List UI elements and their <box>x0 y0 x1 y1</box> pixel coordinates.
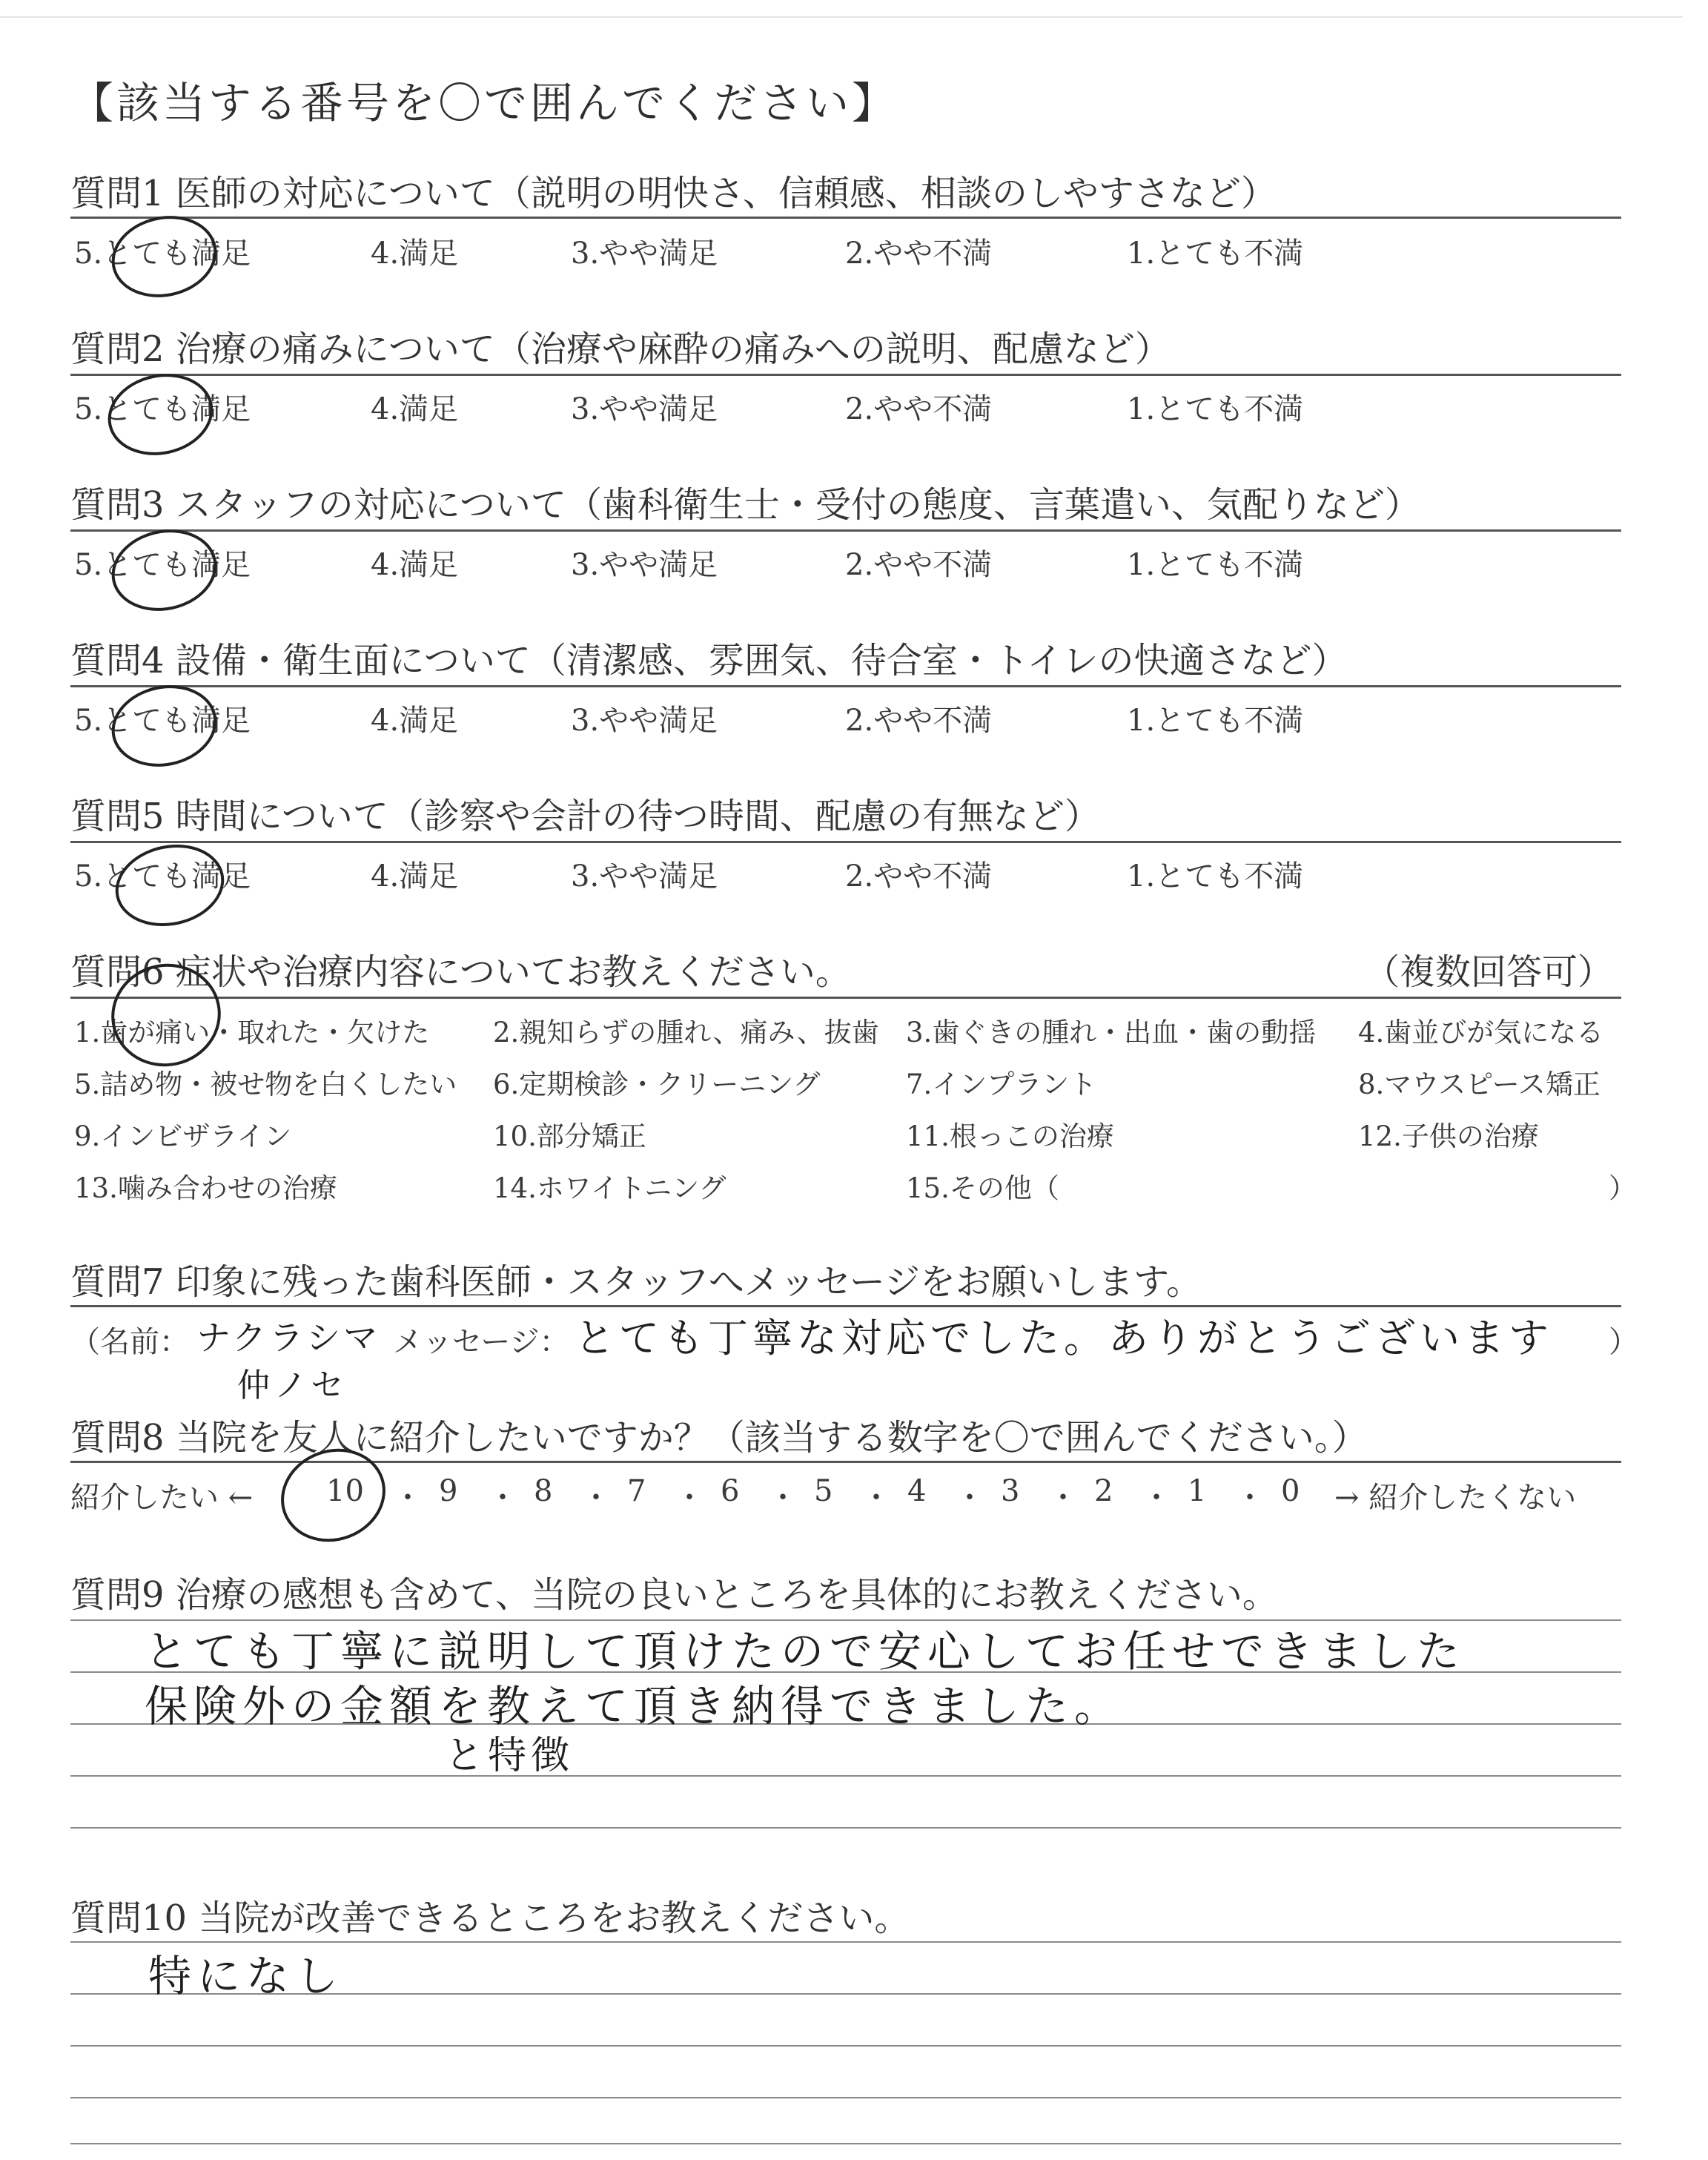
q6-option-2[interactable]: 2.親知らずの腫れ、痛み、抜歯 <box>493 1017 879 1048</box>
q8-scale-dot: ・ <box>955 1481 984 1515</box>
q8-scale-dot: ・ <box>675 1481 704 1515</box>
q9-answer-line-1[interactable]: とても丁寧に説明して頂けたので安心してお任せできました <box>145 1626 1466 1677</box>
q3-option-2[interactable]: 2.やや不満 <box>845 548 993 582</box>
q9-rule-5 <box>70 1827 1621 1829</box>
q8-scale-dot: ・ <box>581 1481 611 1515</box>
q1-title: 質問1 医師の対応について（説明の明快さ、信頼感、相談のしやすさなど） <box>70 173 1277 214</box>
q8-scale-1[interactable]: 1 <box>1188 1474 1207 1508</box>
q7-message-value[interactable]: とても丁寧な対応でした。ありがとうございます <box>575 1315 1553 1361</box>
q8-scale-dot: ・ <box>1142 1481 1171 1515</box>
q6-option-9[interactable]: 9.インビザライン <box>74 1120 292 1152</box>
q6-note: （複数回答可） <box>1364 951 1614 993</box>
q1-option-3[interactable]: 3.やや満足 <box>571 237 718 271</box>
q10-rule-3 <box>70 2045 1621 2047</box>
q5-option-5[interactable]: 5.とても満足 <box>74 859 251 894</box>
q6-option-12[interactable]: 12.子供の治療 <box>1358 1120 1539 1152</box>
q10-rule-5 <box>70 2143 1621 2144</box>
q5-rule <box>70 841 1621 843</box>
q4-option-1[interactable]: 1.とても不満 <box>1127 704 1304 738</box>
q8-left-label: 紹介したい ← <box>70 1481 254 1515</box>
q6-option-15-close: ） <box>1609 1172 1636 1204</box>
q3-option-5[interactable]: 5.とても満足 <box>74 548 251 582</box>
q6-title: 質問6 症状や治療内容についてお教えください。 <box>70 951 851 993</box>
q6-option-14[interactable]: 14.ホワイトニング <box>493 1172 726 1204</box>
q8-scale-3[interactable]: 3 <box>1001 1474 1020 1508</box>
q8-scale-10[interactable]: 10 <box>326 1474 364 1508</box>
q3-selection-circle <box>104 520 224 620</box>
q8-scale-9[interactable]: 9 <box>439 1474 458 1508</box>
q6-option-5[interactable]: 5.詰め物・被せ物を白くしたい <box>74 1069 457 1100</box>
q6-option-15[interactable]: 15.その他（ <box>906 1172 1059 1204</box>
q10-rule-4 <box>70 2097 1621 2098</box>
q2-option-2[interactable]: 2.やや不満 <box>845 392 993 426</box>
q9-rule-4 <box>70 1775 1621 1777</box>
q1-option-5[interactable]: 5.とても満足 <box>74 237 251 271</box>
q2-option-5[interactable]: 5.とても満足 <box>74 392 251 426</box>
q6-option-11[interactable]: 11.根っこの治療 <box>906 1120 1114 1152</box>
q5-option-2[interactable]: 2.やや不満 <box>845 859 993 894</box>
q8-scale-0[interactable]: 0 <box>1281 1474 1300 1508</box>
q10-title: 質問10 当院が改善できるところをお教えください。 <box>70 1898 910 1939</box>
q2-title: 質問2 治療の痛みについて（治療や麻酔の痛みへの説明、配慮など） <box>70 328 1171 370</box>
q8-scale-dot: ・ <box>861 1481 891 1515</box>
q8-scale-4[interactable]: 4 <box>907 1474 927 1508</box>
q1-option-1[interactable]: 1.とても不満 <box>1127 237 1304 271</box>
q3-title: 質問3 スタッフの対応について（歯科衛生士・受付の態度、言葉遣い、気配りなど） <box>70 484 1420 526</box>
q1-selection-circle <box>104 206 224 306</box>
q6-option-8[interactable]: 8.マウスピース矯正 <box>1358 1069 1601 1100</box>
q4-option-3[interactable]: 3.やや満足 <box>571 704 718 738</box>
form-header: 【該当する番号を〇で囲んでください】 <box>70 78 898 128</box>
q8-scale-dot: ・ <box>768 1481 798 1515</box>
q8-scale-6[interactable]: 6 <box>721 1474 740 1508</box>
scan-edge <box>0 16 1683 18</box>
q2-option-4[interactable]: 4.満足 <box>371 392 459 426</box>
q5-option-3[interactable]: 3.やや満足 <box>571 859 718 894</box>
q7-name-value-second[interactable]: 仲ノセ <box>237 1367 348 1404</box>
q5-selection-circle <box>107 835 231 936</box>
q4-option-5[interactable]: 5.とても満足 <box>74 704 251 738</box>
q7-close-paren: ） <box>1609 1325 1638 1359</box>
q6-option-13[interactable]: 13.噛み合わせの治療 <box>74 1172 337 1204</box>
q2-selection-circle <box>100 364 220 464</box>
q8-scale-7[interactable]: 7 <box>627 1474 646 1508</box>
q3-option-3[interactable]: 3.やや満足 <box>571 548 718 582</box>
q2-option-3[interactable]: 3.やや満足 <box>571 392 718 426</box>
q6-option-3[interactable]: 3.歯ぐきの腫れ・出血・歯の動揺 <box>906 1017 1317 1048</box>
q6-option-1[interactable]: 1.歯が痛い・取れた・欠けた <box>74 1017 430 1048</box>
q8-scale-dot: ・ <box>488 1481 517 1515</box>
q5-option-1[interactable]: 1.とても不満 <box>1127 859 1304 894</box>
q9-answer-insert[interactable]: と特徴 <box>445 1734 575 1778</box>
q8-right-label: → 紹介したくない <box>1334 1481 1577 1515</box>
q4-option-4[interactable]: 4.満足 <box>371 704 459 738</box>
q4-option-2[interactable]: 2.やや不満 <box>845 704 993 738</box>
q2-option-1[interactable]: 1.とても不満 <box>1127 392 1304 426</box>
q8-scale-dot: ・ <box>1235 1481 1265 1515</box>
q10-answer[interactable]: 特になし <box>148 1951 345 2001</box>
q8-scale-2[interactable]: 2 <box>1094 1474 1113 1508</box>
q6-option-4[interactable]: 4.歯並びが気になる <box>1358 1017 1604 1048</box>
q1-option-4[interactable]: 4.満足 <box>371 237 459 271</box>
q7-title: 質問7 印象に残った歯科医師・スタッフへメッセージをお願いします。 <box>70 1261 1202 1303</box>
q8-title: 質問8 当院を友人に紹介したいですか？（該当する数字を〇で囲んでください。） <box>70 1417 1368 1459</box>
q3-option-1[interactable]: 1.とても不満 <box>1127 548 1304 582</box>
q3-option-4[interactable]: 4.満足 <box>371 548 459 582</box>
q3-rule <box>70 529 1621 532</box>
q4-rule <box>70 685 1621 687</box>
q8-scale-5[interactable]: 5 <box>814 1474 833 1508</box>
q8-scale-dot: ・ <box>393 1481 423 1515</box>
q9-answer-line-2[interactable]: 保険外の金額を教えて頂き納得できました。 <box>145 1681 1124 1731</box>
q6-rule <box>70 997 1621 999</box>
q1-rule <box>70 217 1621 219</box>
q4-title: 質問4 設備・衛生面について（清潔感、雰囲気、待合室・トイレの快適さなど） <box>70 640 1348 681</box>
q4-selection-circle <box>104 676 224 776</box>
q7-name-value[interactable]: ナクラシマ <box>196 1318 381 1358</box>
q8-scale-dot: ・ <box>1048 1481 1078 1515</box>
q1-option-2[interactable]: 2.やや不満 <box>845 237 993 271</box>
q6-option-6[interactable]: 6.定期検診・クリーニング <box>493 1069 821 1100</box>
q8-scale-8[interactable]: 8 <box>534 1474 553 1508</box>
q2-rule <box>70 374 1621 376</box>
q7-message-label: メッセージ： <box>393 1325 569 1359</box>
q6-option-10[interactable]: 10.部分矯正 <box>493 1120 646 1152</box>
q9-title: 質問9 治療の感想も含めて、当院の良いところを具体的にお教えください。 <box>70 1574 1278 1616</box>
q5-title: 質問5 時間について（診察や会計の待つ時間、配慮の有無など） <box>70 796 1100 837</box>
q5-option-4[interactable]: 4.満足 <box>371 859 459 894</box>
q7-name-label: （名前： <box>70 1325 189 1359</box>
q6-option-7[interactable]: 7.インプラント <box>906 1069 1097 1100</box>
